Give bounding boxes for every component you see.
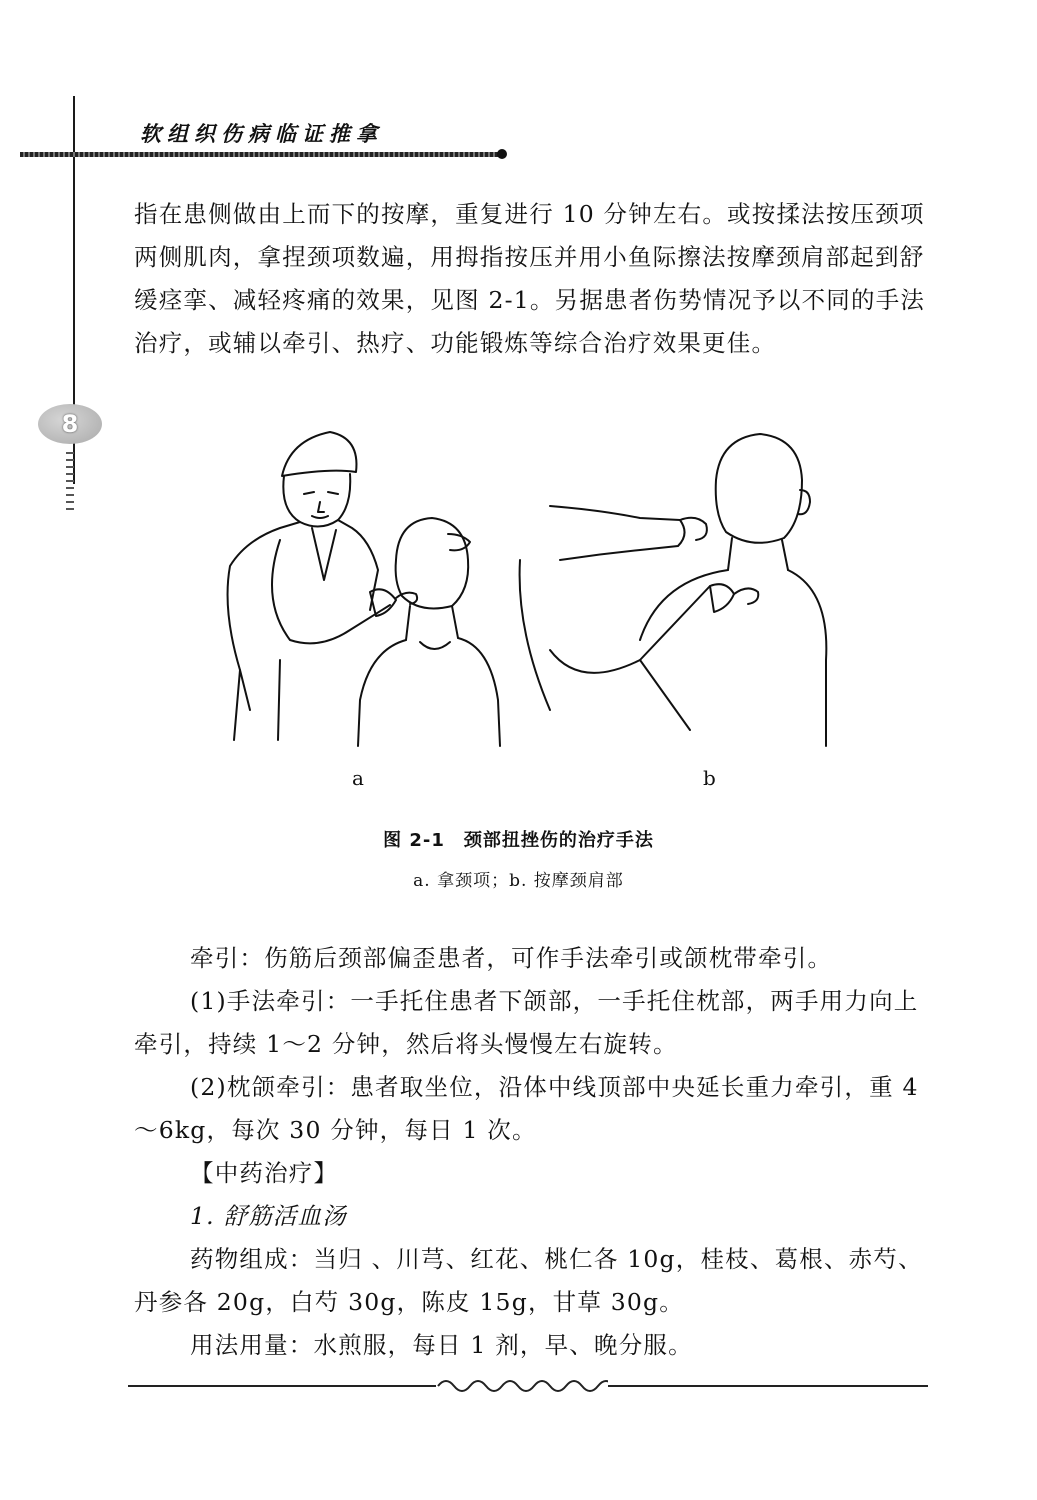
recipe-usage: 用法用量：水煎服，每日 1 剂，早、晚分服。 bbox=[190, 1331, 693, 1359]
page-number-dots bbox=[66, 452, 74, 514]
figure-b-practitioner-arms bbox=[520, 506, 759, 730]
section-heading: 【中药治疗】 bbox=[190, 1159, 339, 1187]
figure-label-b: b bbox=[703, 766, 716, 790]
figure-label-a: a bbox=[352, 766, 364, 790]
figure-caption-subtitle: a. 拿颈项；b. 按摩颈肩部 bbox=[413, 871, 624, 891]
recipe-ingredients: 药物组成：当归 、川芎、红花、桃仁各 10g，桂枝、葛根、赤芍、丹参各 20g，白芍 30g，陈皮 15g，甘草 30g。 bbox=[134, 1245, 923, 1316]
footer-ornament bbox=[436, 1374, 608, 1396]
footer-rule-right bbox=[608, 1385, 928, 1387]
page-number: 8 bbox=[38, 404, 102, 444]
paragraph-traction-1: (1)手法牵引：一手托住患者下颌部，一手托住枕部，两手用力向上牵引，持续 1～2 分钟，然后将头慢慢左右旋转。 bbox=[134, 987, 919, 1058]
paragraph-1: 指在患侧做由上而下的按摩，重复进行 10 分钟左右。或按揉法按压颈项两侧肌肉，拿捏颈项数遍，用拇指按压并用小鱼际擦法按摩颈肩部起到舒缓痉挛、减轻疼痛的效果，见图 2-1。另据患者伤势情况予以不同的手法治疗，或辅以牵引、热疗、功能锻炼等综合治疗效果更佳。 bbox=[134, 200, 926, 357]
figure-a-practitioner bbox=[228, 432, 418, 740]
footer-rule-left bbox=[128, 1385, 436, 1387]
figure-a-patient bbox=[358, 518, 500, 746]
figure-illustration bbox=[220, 410, 850, 760]
header-rule bbox=[20, 152, 500, 157]
paragraph-traction-intro: 牵引：伤筋后颈部偏歪患者，可作手法牵引或颌枕带牵引。 bbox=[190, 944, 833, 972]
running-head-title: 软组织伤病临证推拿 bbox=[140, 122, 383, 146]
recipe-title: 1. 舒筋活血汤 bbox=[190, 1202, 347, 1230]
paragraph-traction-2: (2)枕颌牵引：患者取坐位，沿体中线顶部中央延长重力牵引，重 4～6kg，每次 30 分钟，每日 1 次。 bbox=[134, 1073, 919, 1144]
figure-caption-title: 图 2-1 颈部扭挫伤的治疗手法 bbox=[383, 830, 654, 851]
header-rule-dot bbox=[497, 149, 507, 159]
